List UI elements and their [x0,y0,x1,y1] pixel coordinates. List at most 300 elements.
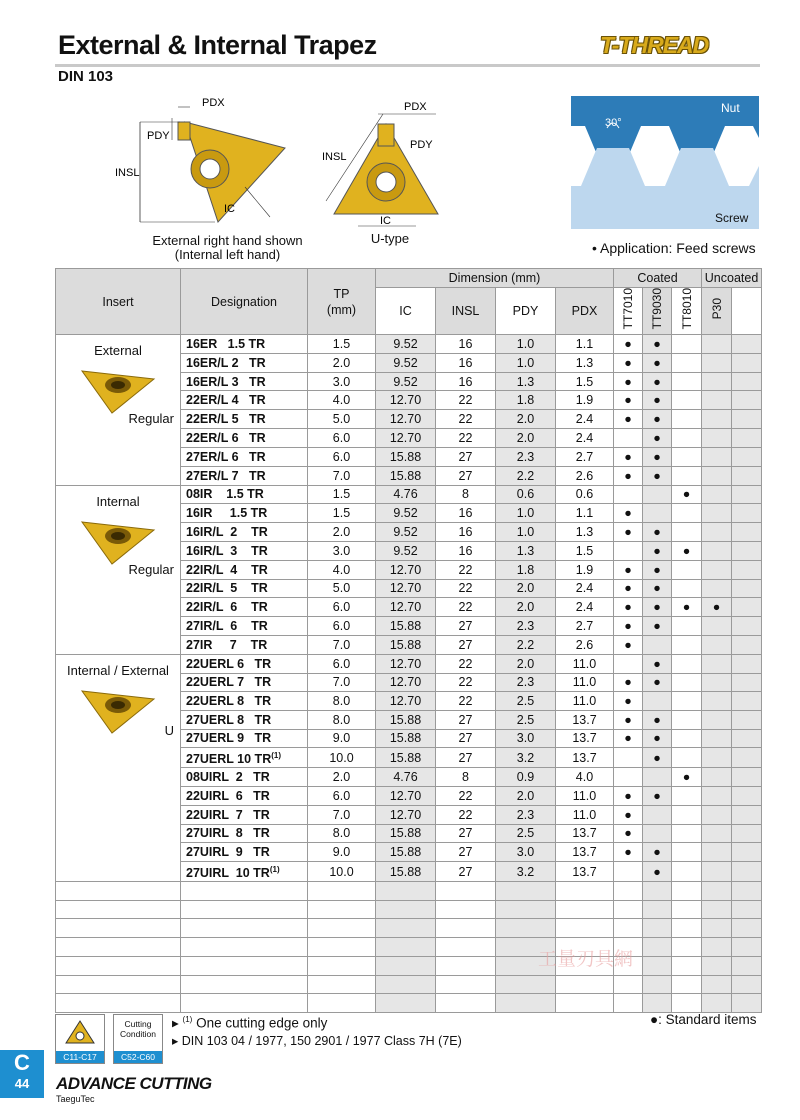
pdx-cell: 2.7 [556,617,614,636]
company-subname: TaeguTec [56,1094,95,1104]
pdy-cell: 2.0 [496,598,556,617]
grade-tt7010: TT7010 [621,288,635,330]
pdx-cell: 1.3 [556,353,614,372]
grade-mark-cell [702,447,732,466]
pdx-cell: 2.4 [556,410,614,429]
ic-cell: 15.88 [376,635,436,654]
u-pdy-label: PDY [410,139,433,151]
grade-tt8010: TT8010 [679,288,694,330]
tp-cell: 1.5 [308,485,376,504]
grade-mark-cell: ● [643,541,672,560]
ic-cell: 12.70 [376,560,436,579]
grade-mark-cell [614,768,643,787]
grade-mark-cell [702,466,732,485]
grade-blank-cell [732,429,762,448]
grade-mark-cell: ● [643,787,672,806]
ic-cell: 12.70 [376,429,436,448]
designation-cell: 16ER/L 3 TR [181,372,308,391]
grade-mark-cell [702,748,732,768]
pdx-cell: 1.5 [556,541,614,560]
empty-row [56,882,762,901]
tp-cell: 2.0 [308,353,376,372]
header-tp: TP (mm) [308,269,376,335]
insl-cell: 27 [436,748,496,768]
designation-cell: 16IR 1.5 TR [181,504,308,523]
grade-mark-cell [672,692,702,711]
grade-mark-cell: ● [643,372,672,391]
ref-insert-pages: C11-C17 [56,1051,104,1063]
designation-cell: 22IR/L 4 TR [181,560,308,579]
ref-box-cutting-condition[interactable] [113,1014,163,1064]
pdy-cell: 1.0 [496,353,556,372]
grade-mark-cell [702,391,732,410]
pdx-cell: 11.0 [556,654,614,673]
pdx-cell: 1.1 [556,504,614,523]
grade-mark-cell [702,805,732,824]
designation-cell: 22ER/L 6 TR [181,429,308,448]
header-rule [55,64,760,67]
ref-cutting-title: Cutting Condition [120,1019,156,1039]
pdx-cell: 2.7 [556,447,614,466]
insl-cell: 27 [436,617,496,636]
insert-photo-icon [78,361,158,416]
tp-cell: 7.0 [308,635,376,654]
ic-cell: 4.76 [376,768,436,787]
insert-group-cell [56,335,181,486]
pdx-cell: 1.1 [556,335,614,354]
grade-mark-cell [672,504,702,523]
ic-cell: 9.52 [376,353,436,372]
grade-mark-cell: ● [643,617,672,636]
pdx-cell: 2.4 [556,429,614,448]
pdx-cell: 4.0 [556,768,614,787]
insl-cell: 27 [436,729,496,748]
ic-cell: 9.52 [376,504,436,523]
insl-cell: 22 [436,598,496,617]
application-note: • Application: Feed screws [592,240,756,256]
grade-mark-cell: ● [702,598,732,617]
grade-mark-cell [643,692,672,711]
insl-cell: 22 [436,560,496,579]
page-subtitle: DIN 103 [58,68,114,85]
designation-cell: 16IR/L 2 TR [181,523,308,542]
grade-mark-cell [614,541,643,560]
grade-mark-cell: ● [643,523,672,542]
pdy-cell: 2.3 [496,673,556,692]
grade-mark-cell: ● [643,353,672,372]
insl-cell: 22 [436,579,496,598]
grade-mark-cell [672,748,702,768]
tp-cell: 6.0 [308,787,376,806]
grade-mark-cell [702,787,732,806]
grade-mark-cell: ● [643,861,672,881]
grade-mark-cell: ● [672,768,702,787]
designation-cell: 27UIRL 9 TR [181,843,308,862]
grade-mark-cell: ● [643,654,672,673]
grade-mark-cell: ● [614,391,643,410]
grade-blank-cell [732,710,762,729]
insl-cell: 22 [436,654,496,673]
insert-group-type: U [164,722,174,738]
grade-mark-cell [672,861,702,881]
pdy-cell: 1.0 [496,523,556,542]
insl-label: INSL [115,167,140,179]
grade-blank-cell [732,335,762,354]
grade-mark-cell [672,447,702,466]
grade-mark-cell: ● [614,410,643,429]
grade-mark-cell [702,485,732,504]
insl-cell: 16 [436,353,496,372]
insert-group-name: Internal [96,493,140,509]
insert-group-cell [56,654,181,881]
grade-blank-cell [732,579,762,598]
tp-cell: 6.0 [308,598,376,617]
pdy-cell: 1.0 [496,335,556,354]
insl-cell: 16 [436,523,496,542]
grade-mark-cell [702,523,732,542]
ic-cell: 12.70 [376,410,436,429]
ic-cell: 15.88 [376,447,436,466]
page-title: External & Internal Trapez [58,30,377,60]
grade-mark-cell [702,729,732,748]
page-letter: C [14,1050,30,1075]
grade-mark-cell [672,843,702,862]
grade-mark-cell [702,541,732,560]
ic-cell: 9.52 [376,335,436,354]
header-insert: Insert [56,269,181,335]
tp-cell: 8.0 [308,710,376,729]
pdx-cell: 11.0 [556,787,614,806]
pdy-cell: 0.9 [496,768,556,787]
tp-cell: 3.0 [308,372,376,391]
designation-cell: 27UERL 9 TR [181,729,308,748]
pdy-cell: 2.3 [496,447,556,466]
grade-mark-cell [672,335,702,354]
header-coated: Coated [614,269,702,288]
ic-cell: 12.70 [376,673,436,692]
tp-cell: 7.0 [308,673,376,692]
u-insl-label: INSL [322,151,347,163]
ic-cell: 12.70 [376,579,436,598]
grade-mark-cell [702,673,732,692]
designation-cell: 22ER/L 4 TR [181,391,308,410]
header-pdx: PDX [556,288,614,335]
designation-cell: 08UIRL 2 TR [181,768,308,787]
page-number: 44 [14,1076,30,1091]
insert-group-name: Internal / External [67,662,169,678]
grade-mark-cell [643,485,672,504]
grade-mark-cell [672,654,702,673]
grade-mark-cell: ● [643,598,672,617]
header-blank [732,288,762,335]
pdx-cell: 2.6 [556,466,614,485]
grade-mark-cell: ● [672,541,702,560]
ic-cell: 9.52 [376,541,436,560]
ic-cell: 15.88 [376,466,436,485]
ic-cell: 12.70 [376,692,436,711]
ic-cell: 12.70 [376,787,436,806]
insl-cell: 16 [436,541,496,560]
tp-cell: 10.0 [308,861,376,881]
grade-mark-cell: ● [614,787,643,806]
grade-mark-cell: ● [614,466,643,485]
ic-cell: 15.88 [376,729,436,748]
grade-blank-cell [732,617,762,636]
insl-cell: 22 [436,410,496,429]
grade-mark-cell: ● [614,447,643,466]
ic-cell: 15.88 [376,710,436,729]
insl-cell: 22 [436,673,496,692]
designation-cell: 22UERL 6 TR [181,654,308,673]
empty-row [56,919,762,938]
grade-mark-cell: ● [614,504,643,523]
watermark: 工量刃具網 [538,949,634,970]
grade-mark-cell: ● [614,598,643,617]
angle-label: 30° [605,117,622,129]
grade-blank-cell [732,485,762,504]
grade-mark-cell: ● [672,598,702,617]
pdy-label: PDY [147,130,170,142]
tp-cell: 10.0 [308,748,376,768]
tp-cell: 1.5 [308,504,376,523]
footnote-one-edge: ▸ $^{(1)}$ One cutting edge only [172,1015,328,1031]
pdx-cell: 2.6 [556,635,614,654]
pdx-label: PDX [202,97,225,109]
insert-group-type: Regular [128,561,174,577]
grade-mark-cell: ● [643,335,672,354]
grade-blank-cell [732,353,762,372]
designation-cell: 16ER 1.5 TR [181,335,308,354]
insl-cell: 22 [436,692,496,711]
ref-cutting-pages: C52-C60 [114,1051,162,1063]
grade-mark-cell: ● [643,391,672,410]
pdy-cell: 2.5 [496,710,556,729]
designation-cell: 22IR/L 6 TR [181,598,308,617]
grade-mark-cell [614,654,643,673]
designation-cell: 16IR/L 3 TR [181,541,308,560]
pdx-cell: 13.7 [556,729,614,748]
grade-blank-cell [732,560,762,579]
insert-holder-icon [56,1015,104,1051]
pdy-cell: 2.3 [496,617,556,636]
grade-mark-cell [702,843,732,862]
grade-mark-cell [672,673,702,692]
grade-mark-cell: ● [614,824,643,843]
pdy-cell: 2.0 [496,787,556,806]
designation-cell: 22ER/L 5 TR [181,410,308,429]
tp-cell: 7.0 [308,805,376,824]
insl-cell: 22 [436,429,496,448]
grade-mark-cell [672,787,702,806]
company-logo: ADVANCE CUTTING [56,1074,212,1093]
tp-cell: 2.0 [308,768,376,787]
grade-mark-cell [702,353,732,372]
grade-mark-cell [614,429,643,448]
tp-cell: 7.0 [308,466,376,485]
grade-mark-cell [672,353,702,372]
header-uncoated: Uncoated [702,269,762,288]
designation-cell: 27UIRL 10 TR$^{(1)}$ [181,861,308,881]
tp-cell: 5.0 [308,410,376,429]
grade-mark-cell: ● [643,466,672,485]
table-row [56,654,762,673]
ic-cell: 4.76 [376,485,436,504]
nut-screw-profile [571,96,759,229]
grade-mark-cell: ● [614,843,643,862]
grade-blank-cell [732,787,762,806]
grade-mark-cell [643,635,672,654]
pdy-cell: 3.2 [496,861,556,881]
pdy-cell: 0.6 [496,485,556,504]
insl-cell: 27 [436,843,496,862]
grade-blank-cell [732,729,762,748]
grade-mark-cell [702,768,732,787]
grade-mark-cell: ● [614,372,643,391]
screw-label: Screw [715,211,749,225]
pdx-cell: 13.7 [556,710,614,729]
grade-blank-cell [732,523,762,542]
table-row [56,335,762,354]
grade-mark-cell: ● [614,579,643,598]
tp-cell: 4.0 [308,391,376,410]
grade-mark-cell [672,466,702,485]
grade-mark-cell [672,523,702,542]
empty-row [56,938,762,957]
tp-cell: 6.0 [308,617,376,636]
pdy-cell: 3.0 [496,843,556,862]
grade-mark-cell [702,560,732,579]
tp-cell: 8.0 [308,824,376,843]
designation-cell: 22IR/L 5 TR [181,579,308,598]
tp-cell: 6.0 [308,654,376,673]
pdy-cell: 2.0 [496,410,556,429]
tp-cell: 3.0 [308,541,376,560]
ic-cell: 12.70 [376,598,436,617]
tp-cell: 5.0 [308,579,376,598]
nut-label: Nut [721,101,740,115]
grade-blank-cell [732,805,762,824]
grade-mark-cell: ● [643,673,672,692]
grade-blank-cell [732,541,762,560]
grade-mark-cell [702,710,732,729]
designation-cell: 08IR 1.5 TR [181,485,308,504]
grade-mark-cell [672,410,702,429]
grade-blank-cell [732,635,762,654]
insl-cell: 8 [436,768,496,787]
ref-box-insert[interactable] [55,1014,105,1064]
footnote-din: ▸ DIN 103 04 / 1977, 150 2901 / 1977 Class 7H (7E) [172,1034,462,1048]
insl-cell: 27 [436,635,496,654]
grade-mark-cell [643,824,672,843]
external-insert-drawing [110,92,310,232]
tp-cell: 1.5 [308,335,376,354]
pdx-cell: 1.9 [556,391,614,410]
insert-group-type: Regular [128,411,174,426]
insert-group-cell [56,485,181,654]
designation-cell: 27UERL 8 TR [181,710,308,729]
grade-blank-cell [732,372,762,391]
insl-cell: 27 [436,824,496,843]
designation-cell: 27IR/L 6 TR [181,617,308,636]
external-caption: External right hand shown [152,233,303,248]
grade-blank-cell [732,861,762,881]
grade-mark-cell: ● [643,560,672,579]
grade-mark-cell: ● [672,485,702,504]
pdy-cell: 2.0 [496,429,556,448]
designation-cell: 22UIRL 7 TR [181,805,308,824]
tp-cell: 2.0 [308,523,376,542]
pdy-cell: 2.2 [496,466,556,485]
ic-cell: 9.52 [376,372,436,391]
grade-mark-cell: ● [643,748,672,768]
standard-items-legend: ●: Standard items [650,1012,757,1027]
header-ic: IC [376,288,436,335]
insl-cell: 27 [436,447,496,466]
grade-mark-cell: ● [643,410,672,429]
grade-mark-cell [643,504,672,523]
grade-mark-cell [702,654,732,673]
empty-row [56,994,762,1013]
table-row [56,485,762,504]
insl-cell: 22 [436,805,496,824]
designation-cell: 27IR 7 TR [181,635,308,654]
grade-mark-cell: ● [614,710,643,729]
grade-mark-cell: ● [643,579,672,598]
grade-mark-cell [702,579,732,598]
grade-mark-cell [672,372,702,391]
pdx-cell: 13.7 [556,748,614,768]
ic-label: IC [224,203,235,215]
pdy-cell: 3.0 [496,729,556,748]
pdx-cell: 0.6 [556,485,614,504]
pdy-cell: 2.3 [496,805,556,824]
grade-blank-cell [732,410,762,429]
pdx-cell: 13.7 [556,843,614,862]
designation-cell: 27UIRL 8 TR [181,824,308,843]
tp-cell: 9.0 [308,843,376,862]
pdy-cell: 2.0 [496,579,556,598]
grade-mark-cell: ● [614,673,643,692]
grade-mark-cell: ● [614,805,643,824]
empty-row [56,975,762,994]
grade-mark-cell [702,824,732,843]
grade-tt9030: TT9030 [650,288,664,330]
u-pdx-label: PDX [404,101,427,113]
grade-mark-cell [614,748,643,768]
insl-cell: 8 [436,485,496,504]
insl-cell: 27 [436,710,496,729]
pdy-cell: 2.5 [496,692,556,711]
grade-mark-cell [643,805,672,824]
grade-mark-cell: ● [643,710,672,729]
brand-logo: T-THREAD [600,32,709,58]
u-ic-label: IC [380,215,391,227]
spec-table [55,268,762,1013]
tp-cell: 4.0 [308,560,376,579]
grade-mark-cell: ● [614,635,643,654]
pdy-cell: 2.0 [496,654,556,673]
pdy-cell: 2.5 [496,824,556,843]
pdx-cell: 11.0 [556,692,614,711]
pdx-cell: 11.0 [556,673,614,692]
designation-cell: 27ER/L 6 TR [181,447,308,466]
designation-cell: 22UIRL 6 TR [181,787,308,806]
grade-mark-cell [702,504,732,523]
grade-mark-cell [702,635,732,654]
header-pdy: PDY [496,288,556,335]
ic-cell: 12.70 [376,654,436,673]
ic-cell: 12.70 [376,391,436,410]
